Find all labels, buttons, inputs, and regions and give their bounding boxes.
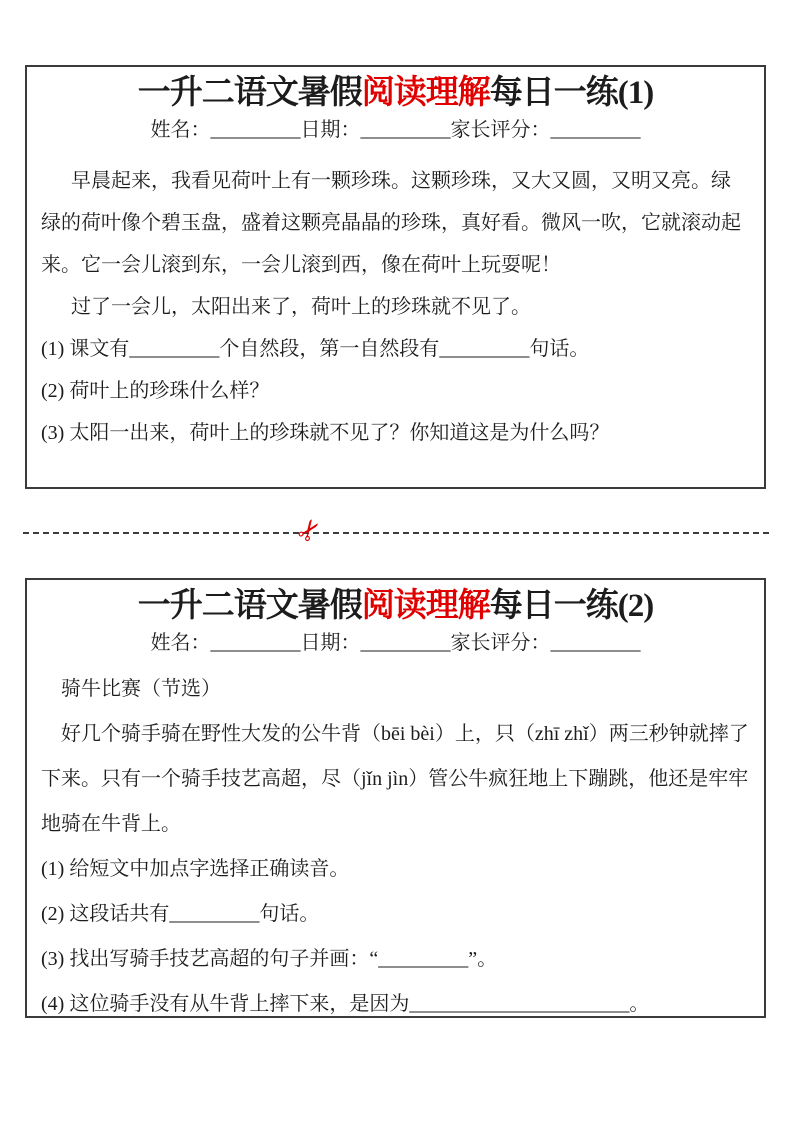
meta-line xyxy=(27,116,764,144)
score-label: 家长评分： xyxy=(450,632,551,654)
date-blank: _________ xyxy=(360,119,451,141)
question-2: (2) 这段话共有_________句话。 xyxy=(41,903,320,925)
title-suffix: 每日一练(1) xyxy=(489,75,654,111)
question-4: (4) 这位骑手没有从牛背上摔下来，是因为______________________。 xyxy=(41,993,650,1015)
question-3: (3) 找出写骑手技艺高超的句子并画：“_________”。 xyxy=(41,948,498,970)
worksheet-section-2 xyxy=(25,578,766,1018)
name-label: 姓名： xyxy=(150,632,211,654)
worksheet-section-1 xyxy=(25,65,766,489)
title-prefix: 一升二语文暑假 xyxy=(137,588,362,624)
name-label: 姓名： xyxy=(150,119,211,141)
meta-line xyxy=(27,629,764,657)
section-1-title xyxy=(27,73,764,113)
reading-paragraph: 早晨起来，我看见荷叶上有一颗珍珠。这颗珍珠，又大又圆，又明又亮。绿绿的荷叶像个碧玉盘，盛着这颗亮晶晶的珍珠，真好看。微风一吹，它就滚动起来。它一会儿滚到东，一会儿滚到西，像在荷叶上玩耍呢！ xyxy=(41,170,741,276)
reading-paragraph: 好几个骑手骑在野性大发的公牛背（bēi bèi）上，只（zhī zhǐ）两三秒钟就摔了下来。只有一个骑手技艺高超，尽（jǐn jìn）管公牛疯狂地上下蹦跳，他还是牢牢地骑在牛背上。 xyxy=(41,723,749,835)
name-blank: _________ xyxy=(210,119,301,141)
score-blank: _________ xyxy=(550,119,641,141)
question-1: (1) 课文有_________个自然段，第一自然段有_________句话。 xyxy=(41,338,590,360)
name-blank: _________ xyxy=(210,632,301,654)
section-2-title xyxy=(27,586,764,626)
title-highlight: 阅读理解 xyxy=(361,588,490,624)
passage-title: 骑牛比赛（节选） xyxy=(61,678,221,700)
section-1-body xyxy=(27,160,764,454)
question-1: (1) 给短文中加点字选择正确读音。 xyxy=(41,858,350,880)
question-3: (3) 太阳一出来，荷叶上的珍珠就不见了？你知道这是为什么吗？ xyxy=(41,422,610,444)
title-highlight: 阅读理解 xyxy=(361,75,490,111)
scissors-icon: ✂ xyxy=(290,512,330,550)
question-2: (2) 荷叶上的珍珠什么样？ xyxy=(41,380,270,402)
score-label: 家长评分： xyxy=(450,119,551,141)
section-2-body xyxy=(27,667,764,1027)
date-blank: _________ xyxy=(360,632,451,654)
date-label: 日期： xyxy=(300,119,361,141)
title-prefix: 一升二语文暑假 xyxy=(137,75,362,111)
cut-line xyxy=(23,512,769,550)
date-label: 日期： xyxy=(300,632,361,654)
reading-paragraph: 过了一会儿，太阳出来了，荷叶上的珍珠就不见了。 xyxy=(71,296,531,318)
title-suffix: 每日一练(2) xyxy=(489,588,654,624)
score-blank: _________ xyxy=(550,632,641,654)
